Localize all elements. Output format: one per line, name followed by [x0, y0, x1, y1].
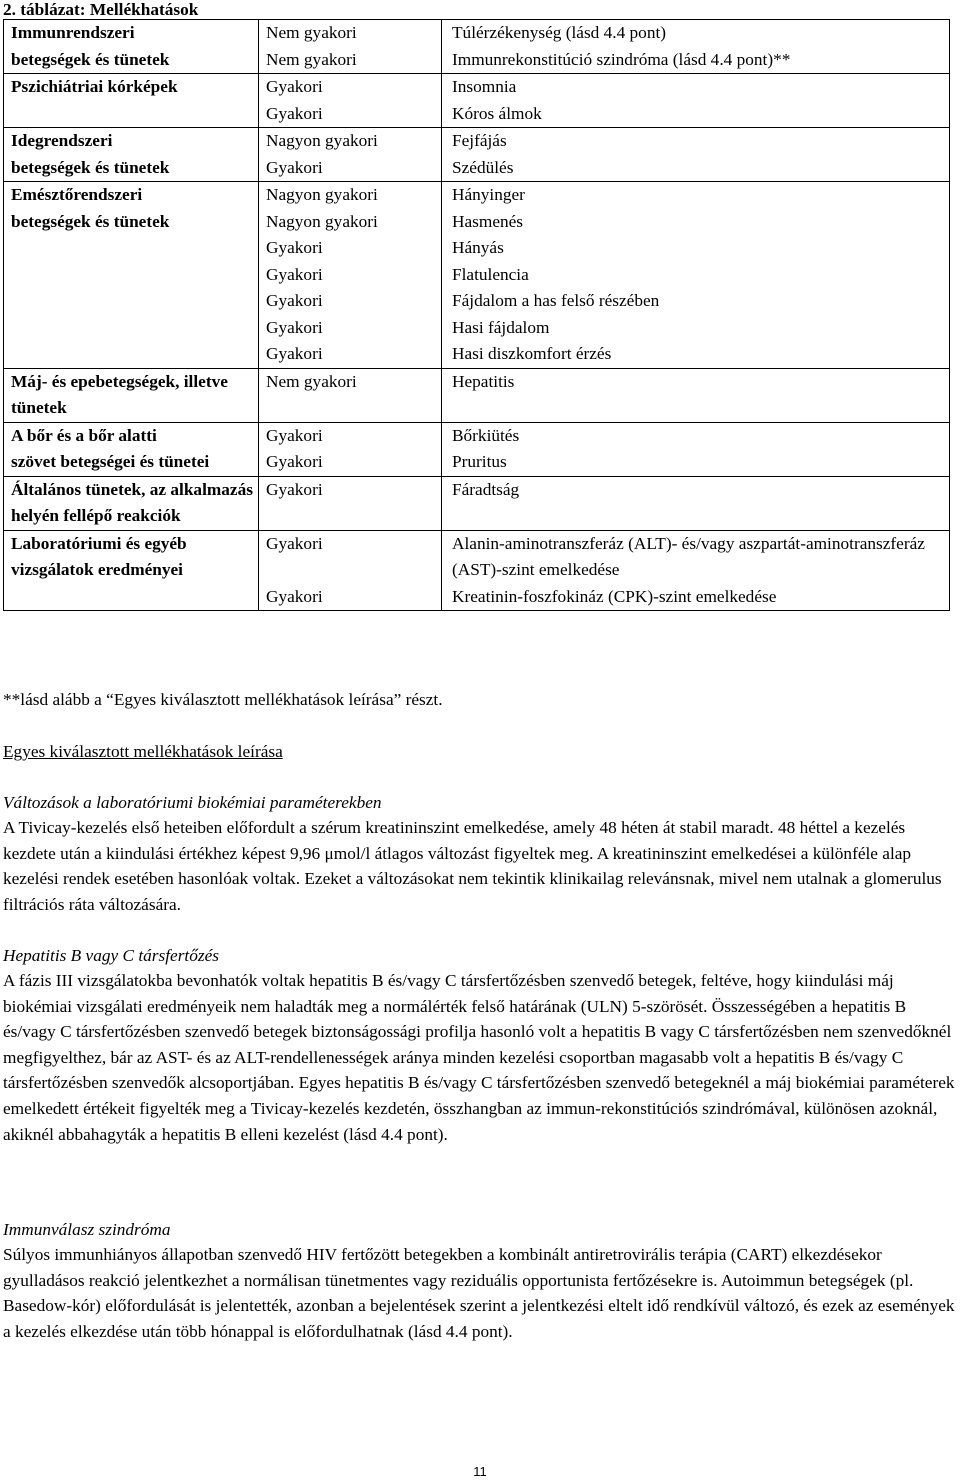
category-cell: Emésztőrendszeri: [4, 182, 259, 209]
section-title: Egyes kiválasztott mellékhatások leírása: [3, 742, 283, 761]
table-row: [4, 262, 950, 289]
category-cell: [4, 262, 259, 289]
effect-cell: Fejfájás: [442, 128, 950, 155]
page-number: 11: [473, 1464, 487, 1479]
frequency-cell: Gyakori: [259, 449, 442, 476]
paragraph-hepatitis: A fázis III vizsgálatokba bevonhatók voltak hepatitis B és/vagy C társfertőzésben szenvedő betegek, feltéve, hogy kiindulási máj biokémiai vizsgálati eredményeik nem haladták meg a normálérték felső határának (ULN) 5-szörösét. Összességében a hepatitis B és/vagy C társfertőzésben szenvedő betegek biztonságossági profilja hasonló volt a hepatitis B vagy C társfertőzésben nem szenvedőknél megfigyelthez, bár az AST- és az ALT-rendellenességek aránya minden kezelési csoportban magasabb volt a hepatitis B és/vagy C társfertőzésben szenvedők alcsoportjában. Egyes hepatitis B és/vagy C társfertőzésben szenvedő betegeknél a máj biokémiai paraméterek emelkedett értékeit figyelték meg a Tivicay-kezelés kezdetén, összhangban az immun-rekonstitúciós szindrómával, különösen azoknál, akiknél abbahagyták a hepatitis B elleni kezelést (lásd 4.4 pont).: [3, 971, 955, 1144]
category-cell: [4, 288, 259, 315]
frequency-cell: Gyakori: [259, 476, 442, 530]
table-row: [4, 422, 950, 449]
category-cell: betegségek és tünetek: [4, 47, 259, 74]
table-row: [4, 74, 950, 101]
table-row: [4, 101, 950, 128]
frequency-cell: Gyakori: [259, 235, 442, 262]
category-cell: Laboratóriumi és egyéb vizsgálatok eredményei: [4, 530, 259, 584]
frequency-cell: Nagyon gyakori: [259, 209, 442, 236]
table-row: [4, 20, 950, 47]
category-cell: [4, 235, 259, 262]
table-row: [4, 476, 950, 530]
frequency-cell: Gyakori: [259, 315, 442, 342]
effect-cell: Hasi diszkomfort érzés: [442, 341, 950, 368]
table-row: [4, 182, 950, 209]
category-cell: [4, 341, 259, 368]
category-cell: A bőr és a bőr alatti: [4, 422, 259, 449]
effect-cell: Kóros álmok: [442, 101, 950, 128]
effect-cell: Hányinger: [442, 182, 950, 209]
effect-cell: Szédülés: [442, 155, 950, 182]
effect-cell: Flatulencia: [442, 262, 950, 289]
paragraph-lab: A Tivicay-kezelés első heteiben előfordult a szérum kreatininszint emelkedése, amely 48 héten át stabil maradt. 48 héttel a kezelés kezdete után a kiindulási értékhez képest 9,96 μmol/l átlagos változást figyeltek meg. A kreatininszint emelkedései a különféle alap kezelési rendek esetében hasonlóak voltak. Ezeket a változásokat nem tekintik klinikailag relevánsnak, mivel nem utalnak a glomerulus filtrációs ráta változására.: [3, 818, 942, 914]
category-cell: [4, 101, 259, 128]
subsection-title-lab: Változások a laboratóriumi biokémiai paraméterekben: [3, 793, 382, 812]
effect-cell: Fáradtság: [442, 476, 950, 530]
subsection-title-immune: Immunválasz szindróma: [3, 1220, 171, 1239]
category-cell: Máj- és epebetegségek, illetve tünetek: [4, 368, 259, 422]
table-row: [4, 315, 950, 342]
table-row: [4, 209, 950, 236]
table-row: [4, 288, 950, 315]
category-cell: Idegrendszeri: [4, 128, 259, 155]
effect-cell: Hányás: [442, 235, 950, 262]
footnote: **lásd alább a “Egyes kiválasztott mellékhatások leírása” részt.: [3, 690, 443, 709]
frequency-cell: Gyakori: [259, 74, 442, 101]
table-row: [4, 235, 950, 262]
table-caption: 2. táblázat: Mellékhatások: [3, 0, 199, 19]
effect-cell: Hasmenés: [442, 209, 950, 236]
effect-cell: Alanin-aminotranszferáz (ALT)- és/vagy aszpartát-aminotranszferáz (AST)-szint emelkedése: [442, 530, 950, 584]
category-cell: Pszichiátriai kórképek: [4, 74, 259, 101]
table-row: [4, 155, 950, 182]
frequency-cell: Gyakori: [259, 341, 442, 368]
table-row: [4, 584, 950, 611]
category-cell: betegségek és tünetek: [4, 209, 259, 236]
effect-cell: Túlérzékenység (lásd 4.4 pont): [442, 20, 950, 47]
effect-cell: Kreatinin-foszfokináz (CPK)-szint emelkedése: [442, 584, 950, 611]
frequency-cell: Nagyon gyakori: [259, 128, 442, 155]
effect-cell: Pruritus: [442, 449, 950, 476]
category-cell: Immunrendszeri: [4, 20, 259, 47]
category-cell: betegségek és tünetek: [4, 155, 259, 182]
table-row: [4, 128, 950, 155]
category-cell: szövet betegségei és tünetei: [4, 449, 259, 476]
frequency-cell: Nem gyakori: [259, 47, 442, 74]
frequency-cell: Gyakori: [259, 530, 442, 584]
category-cell: [4, 315, 259, 342]
effect-cell: Hasi fájdalom: [442, 315, 950, 342]
frequency-cell: Nagyon gyakori: [259, 182, 442, 209]
effect-cell: Insomnia: [442, 74, 950, 101]
frequency-cell: Gyakori: [259, 584, 442, 611]
frequency-cell: Gyakori: [259, 422, 442, 449]
category-cell: [4, 584, 259, 611]
frequency-cell: Gyakori: [259, 262, 442, 289]
frequency-cell: Gyakori: [259, 155, 442, 182]
frequency-cell: Nem gyakori: [259, 20, 442, 47]
table-row: [4, 449, 950, 476]
frequency-cell: Gyakori: [259, 288, 442, 315]
effect-cell: Fájdalom a has felső részében: [442, 288, 950, 315]
frequency-cell: Gyakori: [259, 101, 442, 128]
paragraph-immune: Súlyos immunhiányos állapotban szenvedő HIV fertőzött betegekben a kombinált antiretrovirális terápia (CART) elkezdésekor gyulladásos reakció jelentkezhet a normálisan tünetmentes vagy reziduális opportunista fertőzésekre is. Autoimmun betegségek (pl. Basedow-kór) előfordulását is jelentették, azonban a bejelentések szerint a jelentkezési eltelt idő rendkívül változó, és ezek az események a kezelés elkezdése után több hónappal is előfordulhatnak (lásd 4.4 pont).: [3, 1245, 955, 1341]
table-row: [4, 530, 950, 584]
effect-cell: Immunrekonstitúció szindróma (lásd 4.4 pont)**: [442, 47, 950, 74]
frequency-cell: Nem gyakori: [259, 368, 442, 422]
adverse-reactions-table: [3, 19, 950, 611]
effect-cell: Hepatitis: [442, 368, 950, 422]
table-row: [4, 47, 950, 74]
category-cell: Általános tünetek, az alkalmazás helyén fellépő reakciók: [4, 476, 259, 530]
table-row: [4, 368, 950, 422]
effect-cell: Bőrkiütés: [442, 422, 950, 449]
subsection-title-hepatitis: Hepatitis B vagy C társfertőzés: [3, 946, 219, 965]
table-row: [4, 341, 950, 368]
